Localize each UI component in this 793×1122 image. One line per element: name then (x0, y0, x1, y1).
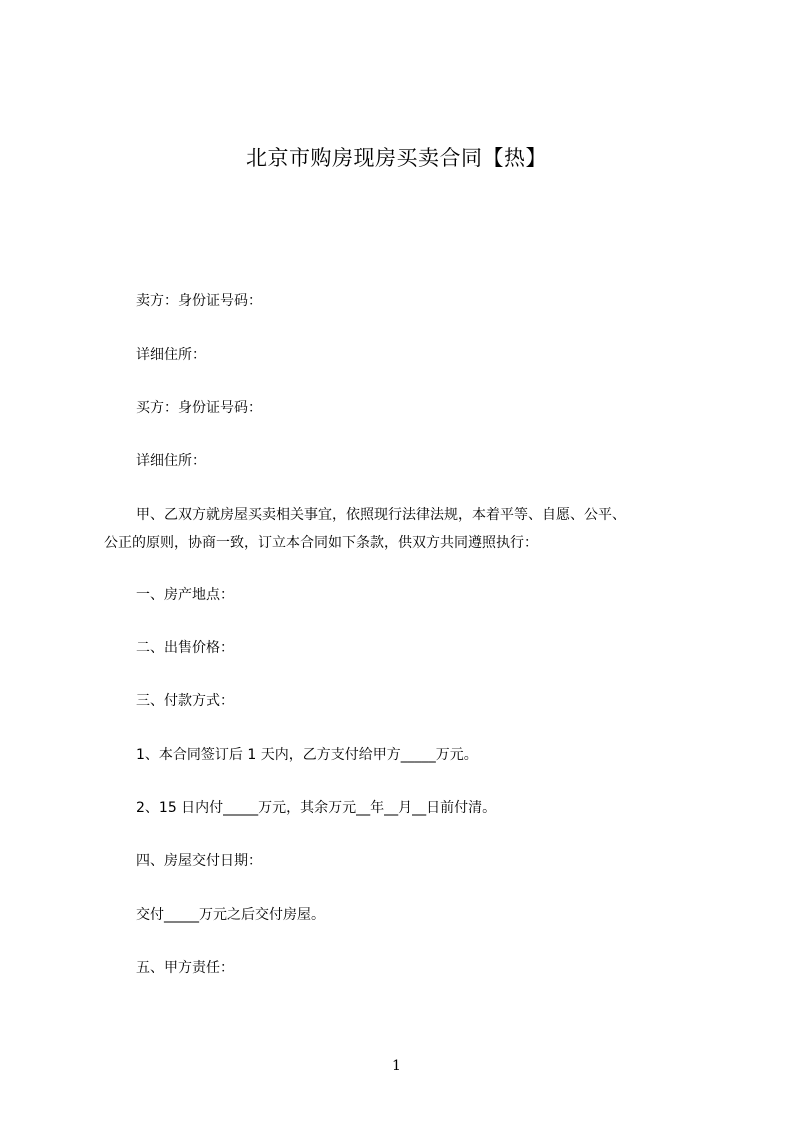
document-title: 北京市购房现房买卖合同【热】 (246, 146, 547, 170)
preamble-line-1: 甲、乙双方就房屋买卖相关事宜，依照现行法律法规，本着平等、自愿、公平、 (136, 507, 626, 523)
buyer-id-line: 买方：身份证号码： (136, 400, 262, 416)
seller-id-line: 卖方：身份证号码： (136, 293, 262, 309)
section-party-a-duties: 五、甲方责任： (136, 960, 234, 976)
buyer-address-line: 详细住所： (136, 453, 206, 469)
payment-clause-2: 2、15 日内付_____万元，其余万元__年__月__日前付清。 (136, 800, 497, 816)
section-property-location: 一、房产地点： (136, 587, 234, 603)
payment-clause-1: 1、本合同签订后 1 天内，乙方支付给甲方_____万元。 (136, 747, 478, 763)
section-sale-price: 二、出售价格： (136, 640, 234, 656)
section-payment-method: 三、付款方式： (136, 693, 234, 709)
preamble-line-2: 公正的原则，协商一致，订立本合同如下条款，供双方共同遵照执行： (104, 535, 538, 551)
delivery-clause: 交付_____万元之后交付房屋。 (136, 907, 325, 923)
page-number: 1 (392, 1058, 401, 1074)
section-delivery-date: 四、房屋交付日期： (136, 853, 262, 869)
seller-address-line: 详细住所： (136, 347, 206, 363)
